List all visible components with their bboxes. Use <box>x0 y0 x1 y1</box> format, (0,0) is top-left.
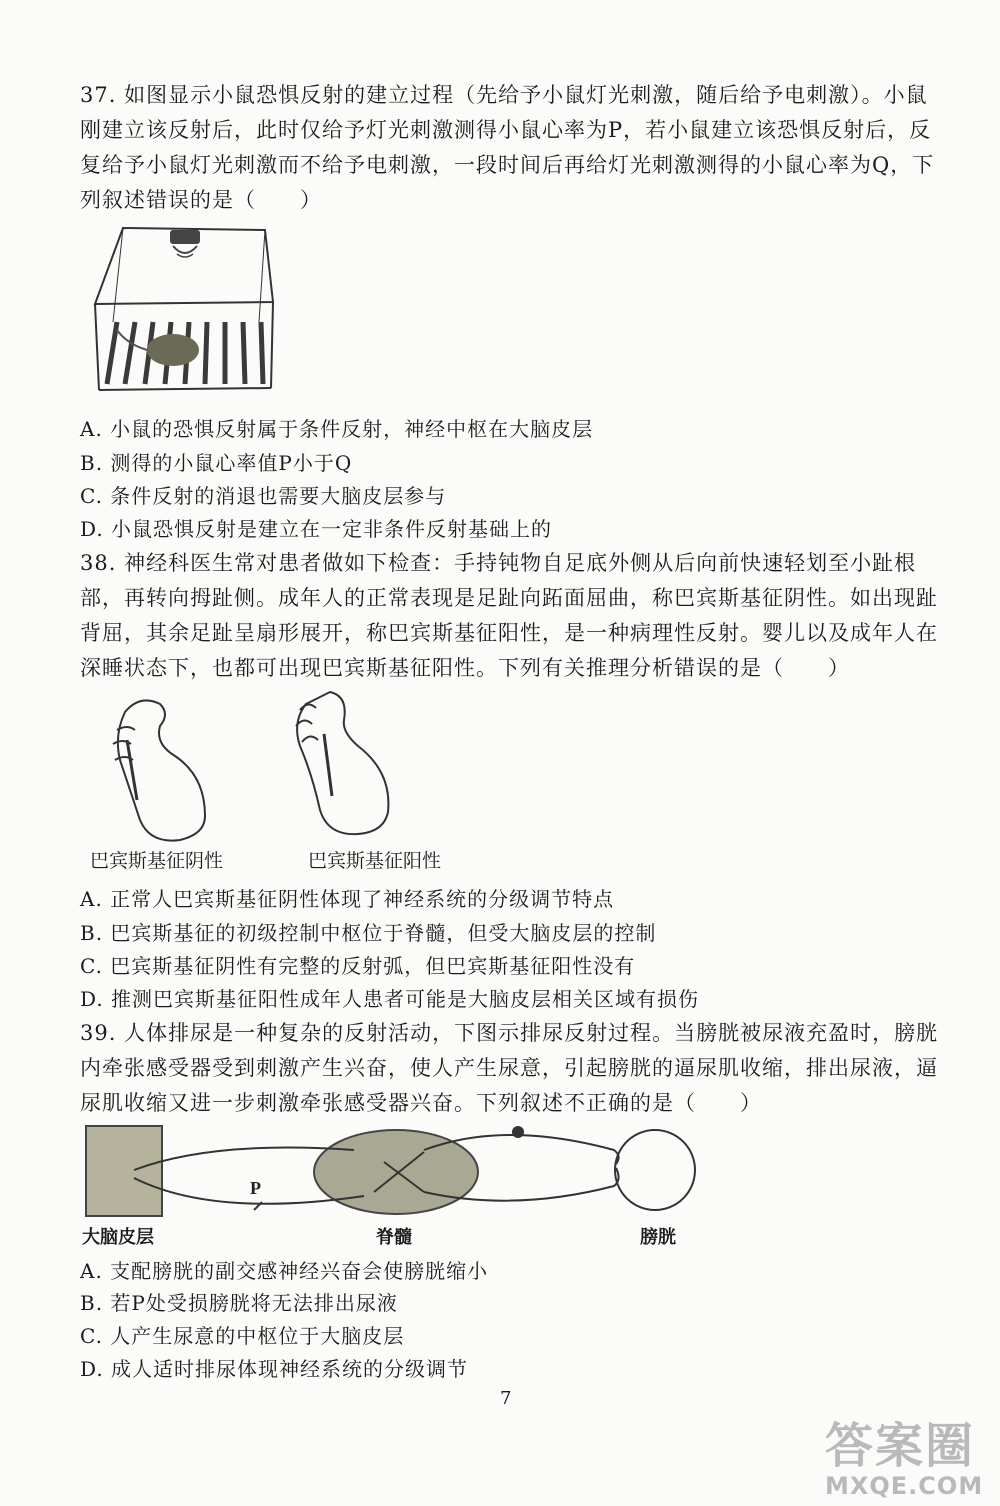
q38-option-b: B. 巴宾斯基征的初级控制中枢位于脊髓，但受大脑皮层的控制 <box>80 921 657 945</box>
q38-option-a: A. 正常人巴宾斯基征阴性体现了神经系统的分级调节特点 <box>80 887 615 911</box>
question-37-stem: 37. 如图显示小鼠恐惧反射的建立过程（先给予小鼠灯光刺激，随后给予电刺激）。小鼠刚建立该反射后，此时仅给予灯光刺激测得小鼠心率为P，若小鼠建立该恐惧反射后，反复给予小鼠灯光刺激而不给予电刺激，一段时间后再给灯光刺激测得的小鼠心率为Q，下列叙述错误的是（ ） <box>80 83 935 212</box>
cerebral-cortex-block <box>86 1126 162 1216</box>
q39-option-c: C. 人产生尿意的中枢位于大脑皮层 <box>80 1324 405 1348</box>
q39-option-b: B. 若P处受损膀胱将无法排出尿液 <box>80 1291 398 1315</box>
q37-option-a: A. 小鼠的恐惧反射属于条件反射，神经中枢在大脑皮层 <box>80 417 594 441</box>
foot-positive-figure <box>290 686 430 842</box>
caption-babinski-positive: 巴宾斯基征阳性 <box>308 850 442 872</box>
question-38-stem: 38. 神经科医生常对患者做如下检查：手持钝物自足底外侧从后向前快速轻划至小趾根部，再转向拇趾侧。成年人的正常表现是足趾向跖面屈曲，称巴宾斯基征阴性。如出现趾背屈，其余足趾呈扇形展开，称巴宾斯基征阳性，是一种病理性反射。婴儿以及成年人在深睡状态下，也都可出现巴宾斯基征阳性。下列有关推理分析错误的是（ ） <box>80 551 938 680</box>
light-bulb-icon <box>170 230 200 257</box>
foot-negative-figure <box>95 692 235 842</box>
caption-babinski-negative: 巴宾斯基征阴性 <box>90 850 224 872</box>
label-cerebral-cortex: 大脑皮层 <box>82 1227 154 1248</box>
label-spinal-cord: 脊髓 <box>376 1227 412 1248</box>
page-number: 7 <box>500 1388 512 1409</box>
q37-option-b: B. 测得的小鼠心率值P小于Q <box>80 451 353 475</box>
q38-option-d: D. 推测巴宾斯基征阳性成年人患者可能是大脑皮层相关区域有损伤 <box>80 987 700 1011</box>
watermark-bottom: MXQE.COM <box>825 1472 984 1500</box>
watermark-logo <box>825 1420 995 1500</box>
watermark-top: 答案圈 <box>825 1418 976 1474</box>
q37-option-d: D. 小鼠恐惧反射是建立在一定非条件反射基础上的 <box>80 517 553 541</box>
mouse-icon <box>147 334 199 366</box>
label-bladder: 膀胱 <box>640 1227 676 1248</box>
micturition-reflex-diagram <box>84 1122 714 1222</box>
q39-option-d: D. 成人适时排尿体现神经系统的分级调节 <box>80 1357 469 1381</box>
mouse-box-figure <box>85 222 290 397</box>
q38-option-c: C. 巴宾斯基征阴性有完整的反射弧，但巴宾斯基征阳性没有 <box>80 954 636 978</box>
p-label: P <box>250 1178 261 1198</box>
question-39-stem: 39. 人体排尿是一种复杂的反射活动，下图示排尿反射过程。当膀胱被尿液充盈时，膀胱内牵张感受器受到刺激产生兴奋，使人产生尿意，引起膀胱的逼尿肌收缩，排出尿液，逼尿肌收缩又进一步刺激牵张感受器兴奋。下列叙述不正确的是（ ） <box>80 1021 939 1115</box>
q39-option-a: A. 支配膀胱的副交感神经兴奋会使膀胱缩小 <box>80 1259 489 1283</box>
bladder-circle <box>615 1130 695 1210</box>
q37-option-c: C. 条件反射的消退也需要大脑皮层参与 <box>80 484 447 508</box>
